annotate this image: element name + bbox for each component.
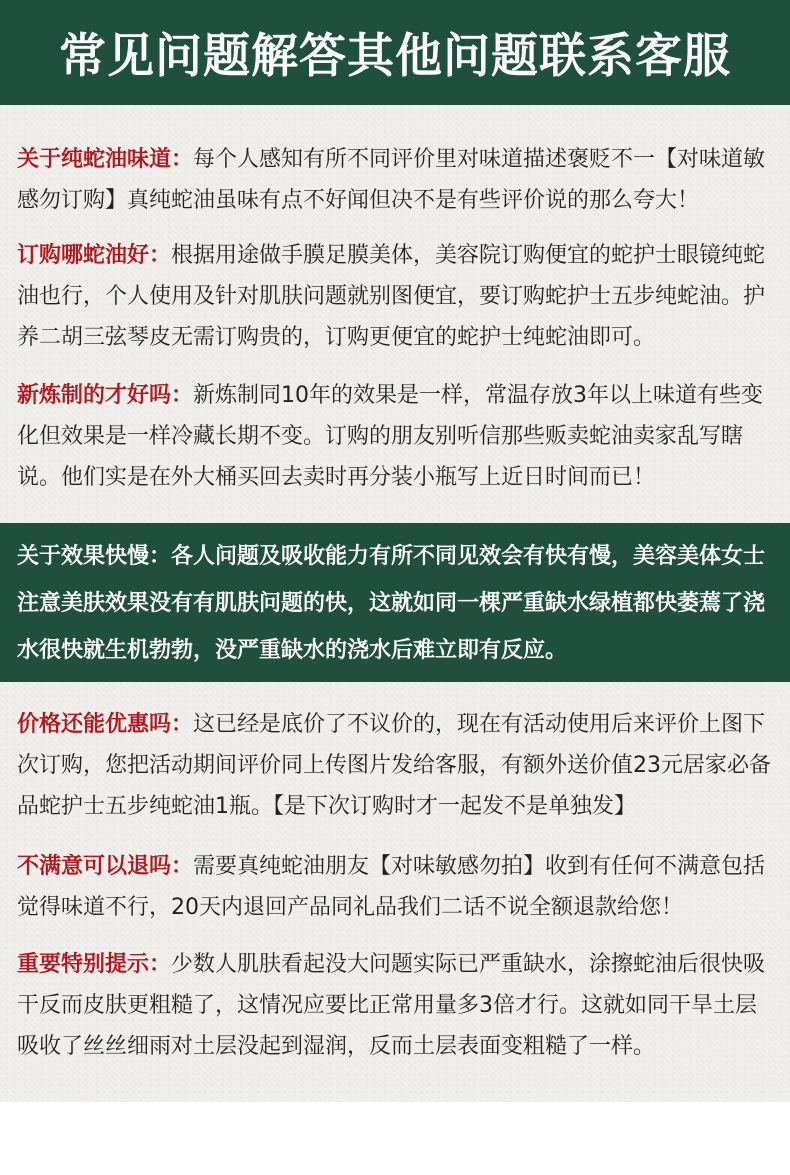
- faq-item-tip: [17, 944, 777, 1067]
- faq-item-which-oil: [17, 235, 777, 358]
- faq-text: 这已经是底价了不议价的，现在有活动使用后来评价上图下次订购，您把活动期间评价同上传图片发给客服，有额外送价值23元居家必备品蛇护士五步纯蛇油1瓶。【是下次订购时才一起发不是单独发】: [17, 712, 771, 819]
- faq-text: 每个人感知有所不同评价里对味道描述褒贬不一【对味道敏感勿订购】真纯蛇油虽味有点不好闻但决不是有些评价说的那么夸大！: [17, 147, 766, 213]
- faq-text: 新炼制同10年的效果是一样，常温存放3年以上味道有些变化但效果是一样冷藏长期不变。订购的朋友别听信那些贩卖蛇油卖家乱写瞎说。他们实是在外大桶买回去卖时再分装小瓶写上近日时间而已！: [17, 383, 764, 490]
- faq-item-speed: [17, 533, 777, 674]
- header-banner: [0, 0, 790, 105]
- faq-item-refund: [17, 846, 777, 928]
- faq-text: 根据用途做手膜足膜美体，美容院订购便宜的蛇护士眼镜纯蛇油也行，个人使用及针对肌肤问题就别图便宜，要订购蛇护士五步纯蛇油。护养二胡三弦琴皮无需订购贵的，订购更便宜的蛇护士纯蛇油即可。: [17, 243, 766, 350]
- faq-label: 关于纯蛇油味道：: [17, 147, 194, 172]
- faq-text: 各人问题及吸收能力有所不同见效会有快有慢，美容美体女士注意美肤效果没有有肌肤问题的快，这就如同一棵严重缺水绿植都快萎蔫了浇水很快就生机勃勃，没严重缺水的浇水后难立即有反应。: [17, 544, 766, 663]
- faq-label: 价格还能优惠吗：: [17, 712, 194, 737]
- page-title: 常见问题解答其他问题联系客服: [59, 29, 731, 84]
- faq-label: 新炼制的才好吗：: [17, 383, 194, 408]
- faq-item-taste: [17, 139, 777, 221]
- faq-item-fresh: [17, 375, 777, 498]
- faq-label: 重要特别提示：: [17, 952, 172, 977]
- faq-text: 少数人肌肤看起没大问题实际已严重缺水，涂擦蛇油后很快吸干反而皮肤更粗糙了，这情况应要比正常用量多3倍才行。这就如同干旱土层吸收了丝丝细雨对土层没起到湿润，反而土层表面变粗糙了一样。: [17, 952, 766, 1059]
- faq-highlight-band: [0, 523, 790, 682]
- faq-label: 订购哪蛇油好：: [17, 243, 172, 268]
- faq-label: 关于效果快慢：: [17, 544, 172, 569]
- faq-item-discount: [17, 704, 777, 827]
- faq-text: 需要真纯蛇油朋友【对味敏感勿拍】收到有任何不满意包括觉得味道不行，20天内退回产品同礼品我们二话不说全额退款给您！: [17, 854, 766, 920]
- faq-label: 不满意可以退吗：: [17, 854, 194, 879]
- faq-panel-top: [0, 105, 790, 523]
- faq-panel-bottom: [0, 682, 790, 1102]
